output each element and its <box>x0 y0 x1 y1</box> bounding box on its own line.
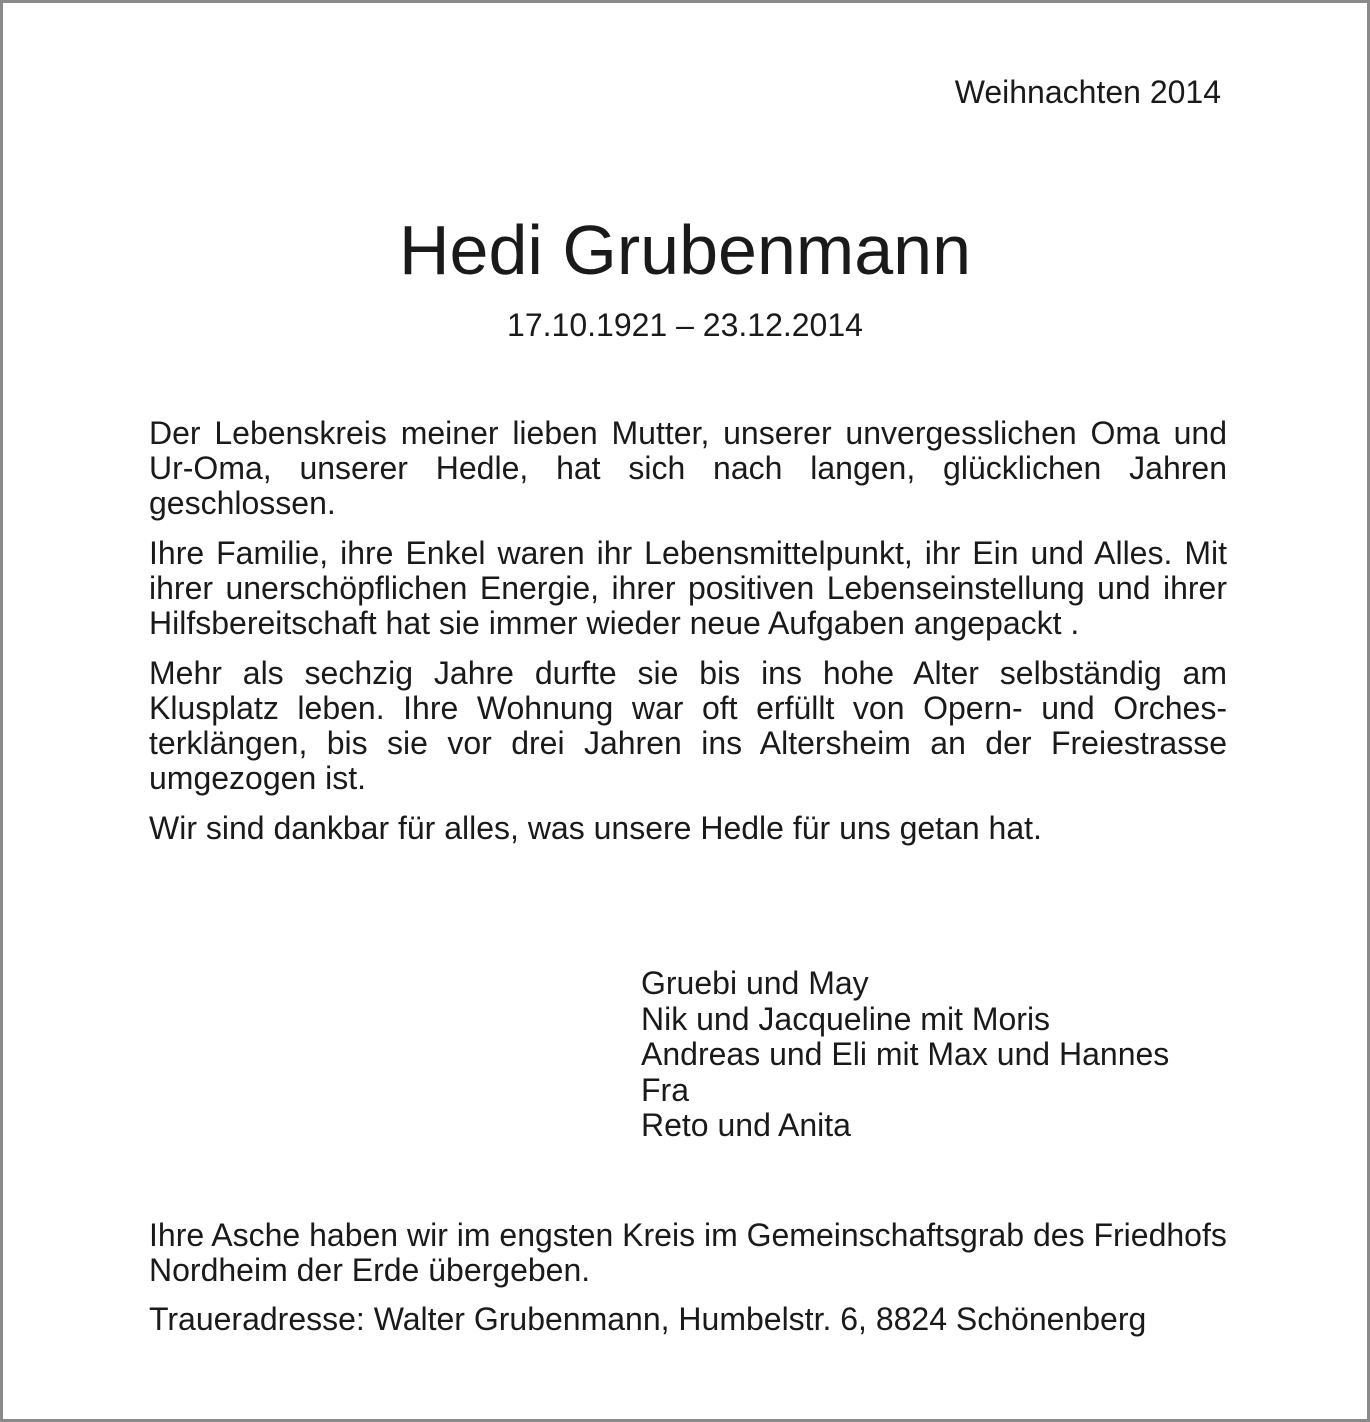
signature-line: Nik und Jacqueline mit Moris <box>641 1000 1051 1037</box>
paragraph-life-circle: Der Lebenskreis meiner lieben Mutter, unserer unvergesslichen Oma und Ur-Oma, unserer Hedle, hat sich nach langen, glücklichen Jahren geschlossen. <box>149 415 1227 521</box>
obituary-body <box>149 416 1227 861</box>
signature-line: Reto und Anita <box>641 1107 851 1143</box>
occasion-date: Weihnachten 2014 <box>954 74 1221 110</box>
signature-list <box>641 966 1241 1144</box>
notice-footer <box>149 1218 1259 1351</box>
deceased-name: Hedi Grubenmann <box>399 211 971 289</box>
burial-note: Ihre Asche haben wir im engsten Kreis im Gemeinschaftsgrab des Friedhofs Nordheim der Erde übergeben. <box>149 1217 1227 1288</box>
signature-line: Fra <box>641 1071 689 1108</box>
signature-line: Andreas und Eli mit Max und Hannes <box>641 1036 1170 1072</box>
paragraph-gratitude: Wir sind dankbar für alles, was unsere Hedle für uns getan hat. <box>149 810 1042 846</box>
mourning-address: Traueradresse: Walter Grubenmann, Humbelstr. 6, 8824 Schönenberg <box>149 1301 1147 1337</box>
lifespan-dates: 17.10.1921 – 23.12.2014 <box>507 307 863 343</box>
paragraph-family: Ihre Familie, ihre Enkel waren ihr Lebensmittelpunkt, ihr Ein und Alles. Mit ihrer unerschöpflichen Energie, ihrer positiven Lebenseinstellung und ihrer Hilfsbereitschaft hat sie immer wieder neue Aufgaben angepackt . <box>149 535 1227 641</box>
signature-line: Gruebi und May <box>641 965 869 1001</box>
paragraph-home: Mehr als sechzig Jahre durfte sie bis ins hohe Alter selbständig am Klusplatz leben. Ihre Wohnung war oft erfüllt von Opern- und Orchesterklängen, bis sie vor drei Jahren ins Altersheim an der Freiestrasse umgezogen ist. <box>149 655 1227 796</box>
